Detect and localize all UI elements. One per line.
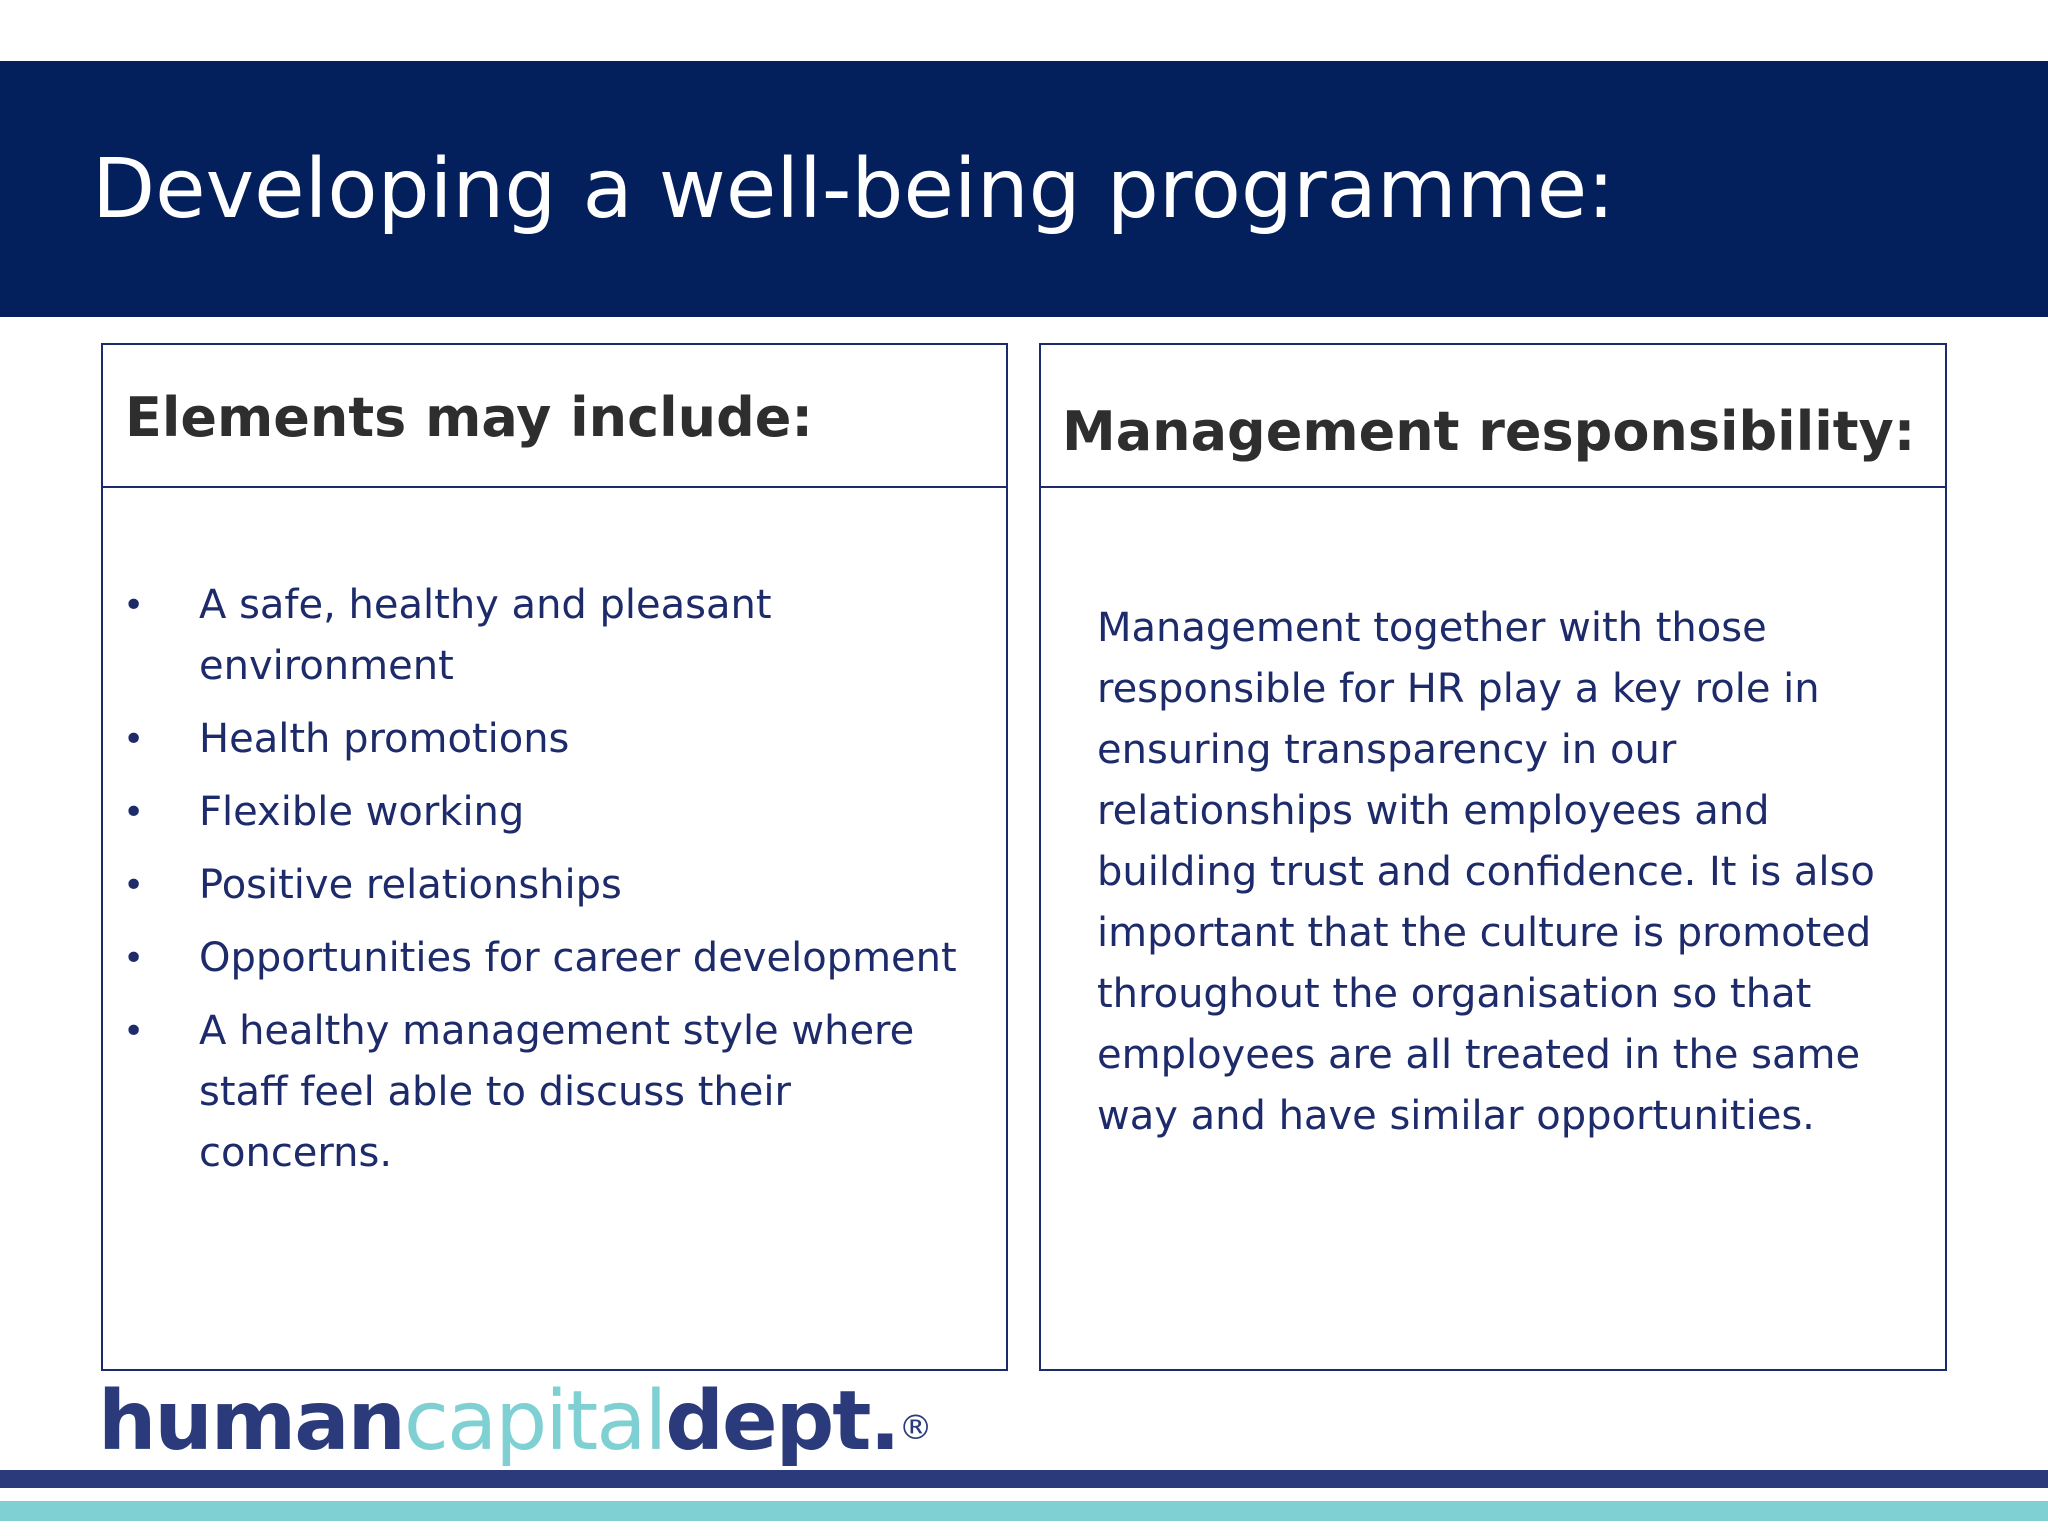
logo-human-text: human (98, 1374, 404, 1469)
elements-heading: Elements may include: (125, 386, 813, 449)
list-item-text: A healthy management style where staff feel able to discuss their concerns. (199, 1008, 915, 1176)
elements-list (103, 575, 1006, 1196)
list-item-text: Positive relationships (199, 862, 622, 908)
list-item-text: Flexible working (199, 789, 525, 835)
bullet-icon: • (123, 938, 145, 979)
management-heading: Management responsibility: (1062, 400, 1916, 463)
list-item (103, 855, 1006, 916)
list-item-text: Opportunities for career development (199, 935, 957, 981)
company-logo (98, 1372, 933, 1472)
footer-stripe-light (0, 1501, 2048, 1521)
list-item-text: A safe, healthy and pleasant environment (199, 582, 772, 689)
bullet-icon: • (123, 792, 145, 833)
list-item-text: Health promotions (199, 716, 570, 762)
elements-panel (101, 343, 1008, 1371)
list-item (103, 782, 1006, 843)
list-item (103, 1001, 1006, 1184)
elements-panel-header (103, 345, 1006, 488)
list-item (103, 575, 1006, 697)
bullet-icon: • (123, 1011, 145, 1052)
bullet-icon: • (123, 865, 145, 906)
management-paragraph: Management together with those responsible for HR play a key role in ensuring transparency in our relationships with employees and building trust and confidence. It is also important that the culture is promoted throughout the organisation so that employees are all treated in the same way and have similar opportunities. (1097, 605, 1875, 1139)
slide-title: Developing a well-being programme: (92, 142, 1615, 237)
management-panel-header (1041, 345, 1945, 488)
management-panel (1039, 343, 1947, 1371)
list-item (103, 709, 1006, 770)
logo-dot: . (869, 1374, 899, 1469)
logo-capital-text: capital (403, 1374, 666, 1469)
list-item (103, 928, 1006, 989)
logo-dept-text: dept (665, 1374, 870, 1469)
bullet-icon: • (123, 585, 145, 626)
footer-stripe-dark (0, 1470, 2048, 1488)
registered-mark: ® (898, 1408, 933, 1448)
bullet-icon: • (123, 719, 145, 760)
